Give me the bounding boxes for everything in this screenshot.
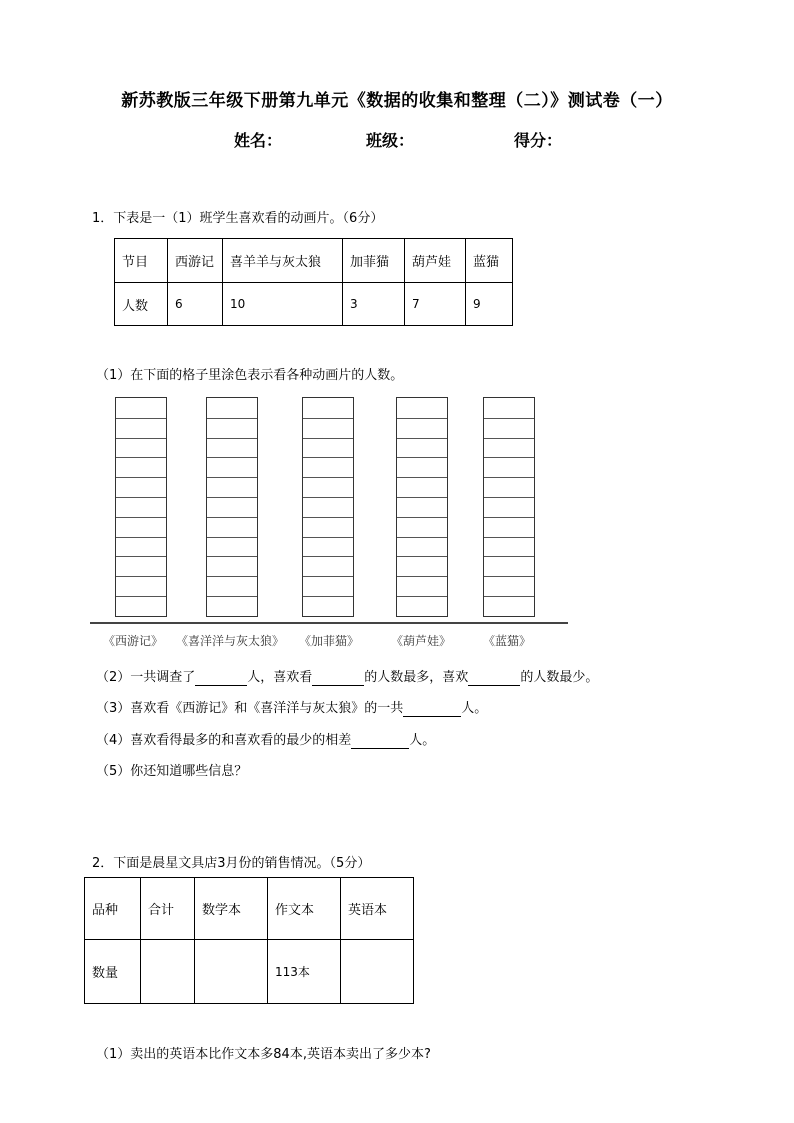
table-row (115, 239, 513, 283)
grid-label: 《喜洋洋与灰太狼》 (176, 634, 285, 648)
answer-blank[interactable] (195, 670, 247, 686)
table-header-cell: 蓝猫 (466, 239, 513, 283)
table-header-cell: 英语本 (341, 878, 414, 940)
q2-sub1: （1）卖出的英语本比作文本多84本,英语本卖出了多少本? (96, 1047, 431, 1062)
grid-baseline (90, 622, 568, 624)
table-cell: 10 (223, 283, 343, 326)
table-header-cell: 作文本 (268, 878, 341, 940)
table-cell: 6 (168, 283, 223, 326)
table-header-cell: 加菲猫 (343, 239, 405, 283)
q1-sub3 (96, 697, 487, 717)
answer-blank[interactable] (351, 733, 409, 749)
q1-sub2-text: （2）一共调查了 (96, 670, 196, 685)
table-cell: 9 (466, 283, 513, 326)
q1-sub4-text: 人。 (409, 733, 436, 748)
q1-sub4 (96, 729, 435, 749)
table-header-cell: 节目 (115, 239, 168, 283)
q1-sub1: （1）在下面的格子里涂色表示看各种动画片的人数。 (96, 368, 404, 383)
table-cell: 7 (405, 283, 466, 326)
table-header-cell: 葫芦娃 (405, 239, 466, 283)
table-header-cell: 西游记 (168, 239, 223, 283)
class-field-label: 班级： (366, 131, 415, 150)
table-header-cell: 数学本 (195, 878, 268, 940)
name-field-label: 姓名： (234, 131, 283, 150)
answer-blank[interactable] (468, 670, 520, 686)
table-header-cell: 合计 (141, 878, 195, 940)
table-cell[interactable] (141, 940, 195, 1004)
q1-sub3-text: （3）喜欢看《西游记》和《喜洋洋与灰太狼》的一共 (96, 701, 404, 716)
grid-column-xiyangyang[interactable] (206, 397, 258, 617)
table-header-cell: 品种 (85, 878, 141, 940)
answer-blank[interactable] (312, 670, 364, 686)
grid-label: 《西游记》 (103, 634, 164, 648)
q1-sub3-text: 人。 (461, 701, 488, 716)
answer-blank[interactable] (403, 701, 461, 717)
table-cell[interactable] (195, 940, 268, 1004)
grid-label: 《蓝猫》 (483, 634, 532, 648)
table-row (85, 878, 414, 940)
table-cell: 113本 (268, 940, 341, 1004)
table-row-label: 人数 (115, 283, 168, 326)
grid-label: 《葫芦娃》 (391, 634, 452, 648)
grid-column-huluwa[interactable] (396, 397, 448, 617)
grid-column-xiyouji[interactable] (115, 397, 167, 617)
q2-table (84, 877, 414, 1004)
q1-sub5: （5）你还知道哪些信息？ (96, 764, 248, 779)
table-row-label: 数量 (85, 940, 141, 1004)
table-header-cell: 喜羊羊与灰太狼 (223, 239, 343, 283)
table-row (85, 940, 414, 1004)
table-cell[interactable] (341, 940, 414, 1004)
score-field-label: 得分： (514, 131, 563, 150)
table-cell: 3 (343, 283, 405, 326)
q1-sub2-text: 的人数最多，喜欢 (364, 670, 469, 685)
q1-table (114, 238, 513, 326)
grid-column-lanmao[interactable] (483, 397, 535, 617)
q1-sub2-text: 人，喜欢看 (247, 670, 313, 685)
page-title: 新苏教版三年级下册第九单元《数据的收集和整理（二）》测试卷（一） (121, 91, 673, 111)
q1-stem: 1．下表是一（1）班学生喜欢看的动画片。（6分） (92, 211, 384, 226)
grid-label: 《加菲猫》 (299, 634, 360, 648)
grid-column-jiafeimao[interactable] (302, 397, 354, 617)
q2-stem: 2．下面是晨星文具店3月份的销售情况。（5分） (92, 856, 371, 871)
q1-sub2 (96, 666, 598, 686)
q1-sub4-text: （4）喜欢看得最多的和喜欢看的最少的相差 (96, 733, 352, 748)
table-row (115, 283, 513, 326)
q1-sub2-text: 的人数最少。 (520, 670, 599, 685)
